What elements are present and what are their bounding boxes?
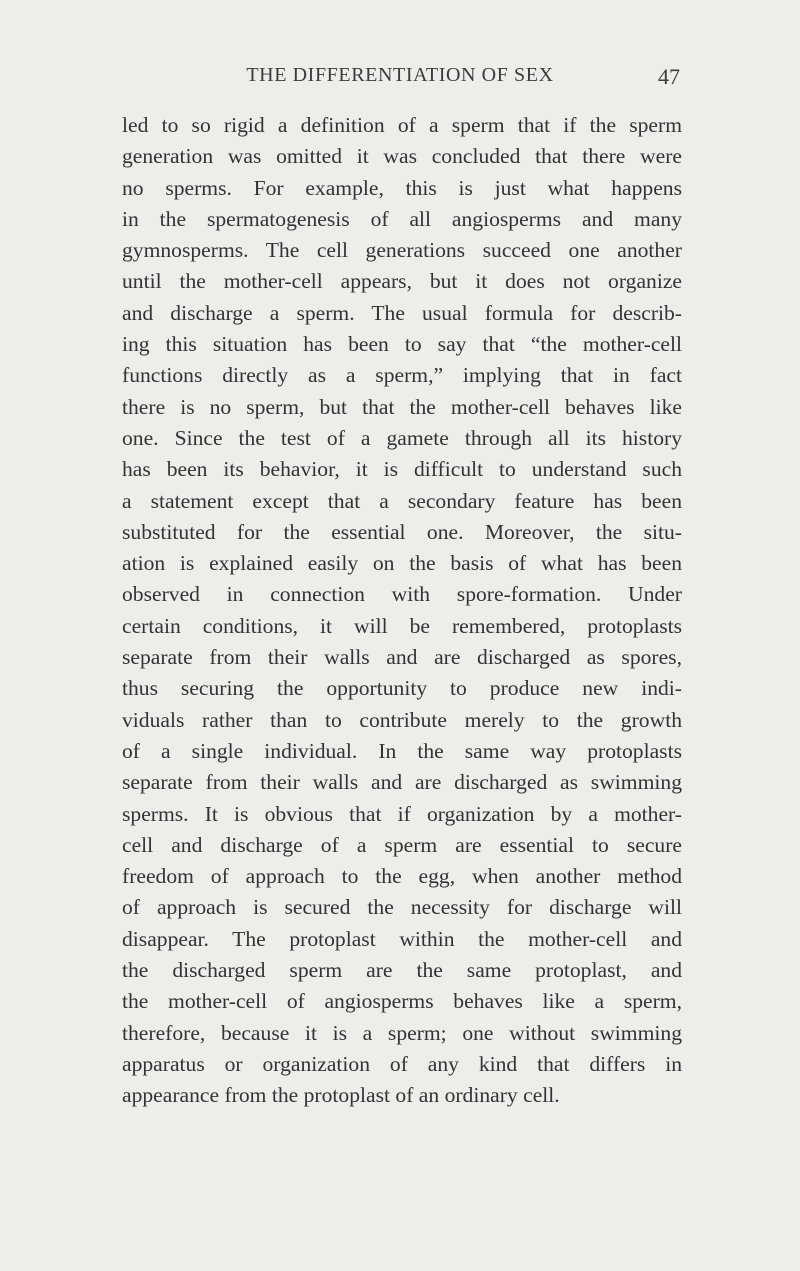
text-line: ing this situation has been to say that “the mother-cell xyxy=(122,332,682,357)
text-line: until the mother-cell appears, but it does not organize xyxy=(122,269,682,294)
text-line: in the spermatogenesis of all angiosperms and many xyxy=(122,206,682,231)
text-line: of a single individual. In the same way protoplasts xyxy=(122,738,682,763)
text-line: one. Since the test of a gamete through all its history xyxy=(122,425,682,450)
text-line: has been its behavior, it is difficult to understand such xyxy=(122,457,682,482)
text-line: no sperms. For example, this is just what happens xyxy=(122,175,682,200)
body-paragraph xyxy=(122,110,682,1112)
text-line: cell and discharge of a sperm are essential to secure xyxy=(122,832,682,857)
text-line: the mother-cell of angiosperms behaves like a sperm, xyxy=(122,989,682,1014)
text-line: separate from their walls and are discharged as swimming xyxy=(122,770,682,795)
text-line: viduals rather than to contribute merely to the growth xyxy=(122,707,682,732)
running-head xyxy=(120,64,680,94)
text-line: sperms. It is obvious that if organization by a mother- xyxy=(122,801,682,826)
text-line: gymnosperms. The cell generations succeed one another xyxy=(122,238,682,263)
text-line: certain conditions, it will be remembered, protoplasts xyxy=(122,613,682,638)
text-line: apparatus or organization of any kind that differs in xyxy=(122,1051,682,1076)
page-number: 47 xyxy=(658,64,680,89)
text-line: appearance from the protoplast of an ordinary cell. xyxy=(122,1083,560,1108)
text-line: thus securing the opportunity to produce new indi- xyxy=(122,676,682,701)
text-line: a statement except that a secondary feature has been xyxy=(122,488,682,513)
text-line: ation is explained easily on the basis of what has been xyxy=(122,551,682,576)
text-line: and discharge a sperm. The usual formula for describ- xyxy=(122,300,682,325)
text-line: therefore, because it is a sperm; one without swimming xyxy=(122,1020,682,1045)
text-line: generation was omitted it was concluded that there were xyxy=(122,144,682,169)
text-line: disappear. The protoplast within the mother-cell and xyxy=(122,926,682,951)
running-title: THE DIFFERENTIATION OF SEX xyxy=(246,64,554,86)
text-line: observed in connection with spore-formation. Under xyxy=(122,582,682,607)
text-line: of approach is secured the necessity for discharge will xyxy=(122,895,682,920)
text-line: there is no sperm, but that the mother-cell behaves like xyxy=(122,394,682,419)
text-line: functions directly as a sperm,” implying that in fact xyxy=(122,363,682,388)
text-line: freedom of approach to the egg, when another method xyxy=(122,864,682,889)
text-line: separate from their walls and are discharged as spores, xyxy=(122,645,682,670)
text-line: the discharged sperm are the same protoplast, and xyxy=(122,958,682,983)
text-line: led to so rigid a definition of a sperm that if the sperm xyxy=(122,113,682,137)
text-line: substituted for the essential one. Moreover, the situ- xyxy=(122,519,682,544)
